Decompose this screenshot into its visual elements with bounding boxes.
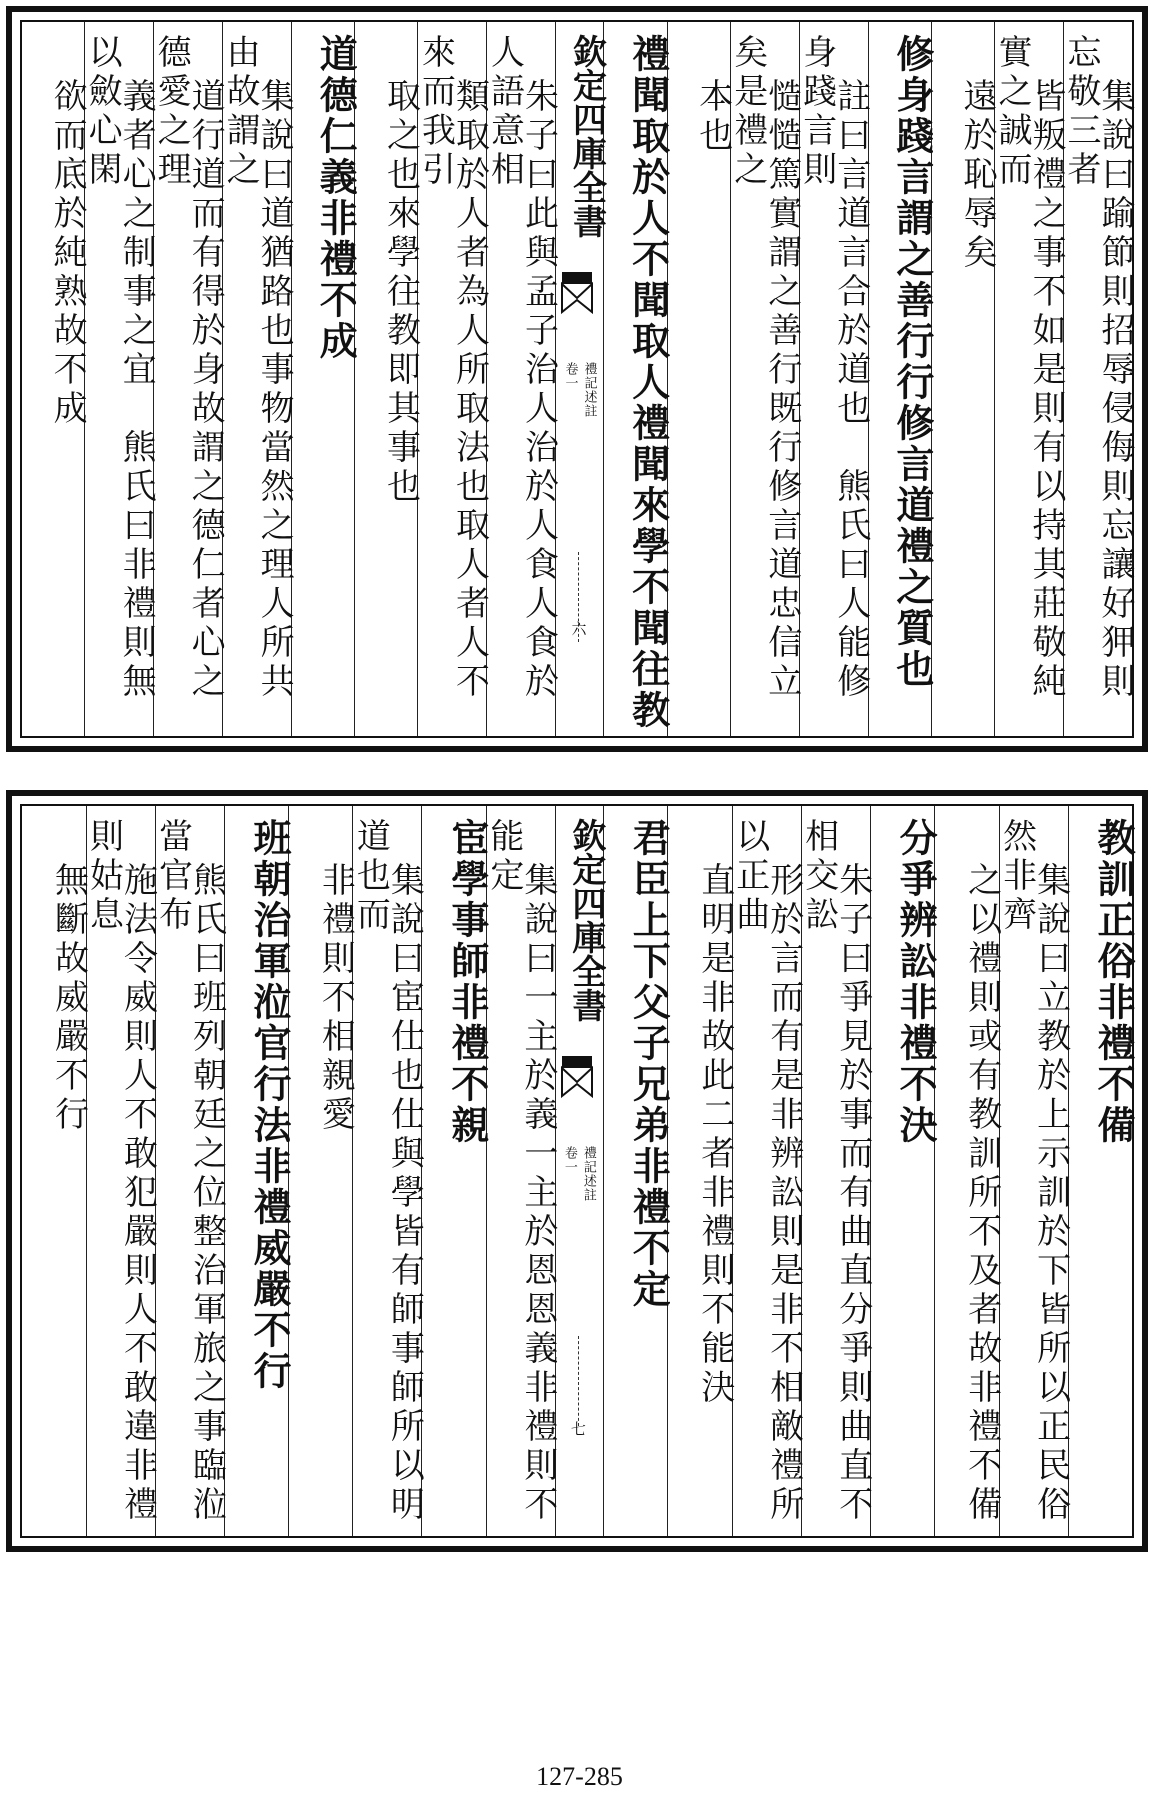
- commentary-column: [484, 22, 559, 736]
- main-text-column: [224, 806, 292, 1536]
- commentary-column: [796, 22, 871, 736]
- commentary-column: [151, 22, 226, 736]
- commentary-column: [798, 806, 873, 1536]
- column-text: 直明是非故此二者非禮則不能決: [694, 862, 735, 1408]
- side-label: [560, 1146, 598, 1202]
- bottom-page-columns: [20, 804, 1134, 1538]
- book-title-header: 欽定四庫全書: [565, 818, 606, 1022]
- side-label-line: 卷一: [561, 1146, 577, 1174]
- center-divider-line: [578, 1336, 579, 1426]
- column-text: 欲而底於純熟故不成: [47, 78, 88, 429]
- column-text: 朱子曰爭見於事而有曲直分爭則曲直不相交訟: [798, 818, 873, 1525]
- main-text-column: [870, 806, 939, 1536]
- side-label-line: 卷一: [562, 362, 578, 390]
- column-text: 分爭辨訟非禮不決: [893, 818, 939, 1146]
- top-page: [6, 6, 1148, 752]
- fish-tail-mark-icon: [562, 1056, 592, 1096]
- commentary-column: [934, 806, 1002, 1536]
- top-page-columns: [20, 20, 1134, 738]
- column-text: 非禮則不相親愛: [315, 862, 356, 1135]
- fish-tail-mark-icon: [562, 272, 592, 312]
- page-center-header: [555, 22, 607, 736]
- column-text: 遠於恥辱矣: [957, 78, 997, 273]
- column-text: 教訓正俗非禮不備: [1091, 818, 1136, 1146]
- main-text-column: [868, 22, 935, 736]
- column-text: 集說曰一主於義一主於恩恩義非禮則不能定: [483, 818, 558, 1525]
- column-text: 集說曰踰節則招辱侵侮則忘讓好狎則忘敬三者: [1061, 34, 1135, 702]
- column-text: 君臣上下父子兄弟非禮不定: [626, 818, 672, 1310]
- column-text: 班朝治軍涖官行法非禮威嚴不行: [246, 818, 292, 1392]
- main-text-column: [291, 22, 359, 736]
- column-text: 集說曰立教於上示訓於下皆所以正民俗然非齊: [996, 818, 1071, 1525]
- commentary-column: [996, 806, 1071, 1536]
- column-text: 朱子曰此與孟子治人治於人食人食於人語意相: [484, 34, 559, 702]
- column-text: 取之也來學往教即其事也: [380, 78, 421, 507]
- commentary-column: [82, 22, 157, 736]
- main-text-column: [421, 806, 490, 1536]
- commentary-column: [483, 806, 558, 1536]
- column-text: 形於言而有是非辨訟則是非不相敵禮所以正曲: [729, 818, 804, 1525]
- commentary-column: [22, 22, 88, 736]
- commentary-column: [931, 22, 997, 736]
- commentary-column: [667, 22, 733, 736]
- commentary-column: [1061, 22, 1135, 736]
- leaf-number: 六: [569, 621, 588, 636]
- side-label-line: 禮記述註: [580, 1146, 596, 1202]
- column-text: 皆叛禮之事不如是則有以持其莊敬純實之誠而: [992, 34, 1066, 702]
- commentary-column: [288, 806, 356, 1536]
- column-text: 道德仁義非禮不成: [313, 34, 359, 362]
- side-label-line: 禮記述註: [581, 362, 597, 418]
- commentary-column: [83, 806, 158, 1536]
- commentary-column: [415, 22, 490, 736]
- book-title-header: 欽定四庫全書: [566, 34, 607, 238]
- column-text: 集說曰道猶路也事物當然之理人所共由故謂之: [220, 34, 295, 702]
- column-text: 修身踐言謂之善行行修言道禮之質也: [889, 34, 935, 690]
- commentary-column: [727, 22, 802, 736]
- commentary-column: [992, 22, 1066, 736]
- column-text: 道行道而有得於身故謂之德仁者心之德愛之理: [151, 34, 226, 702]
- bottom-page: [6, 790, 1148, 1552]
- commentary-column: [729, 806, 804, 1536]
- commentary-column: [152, 806, 227, 1536]
- column-text: 義者心之制事之宜 熊氏曰非禮則無以斂心閑: [82, 34, 157, 702]
- commentary-column: [22, 806, 89, 1536]
- column-text: 註曰言道言合於道也 熊氏曰人能修身踐言則: [796, 34, 871, 702]
- main-text-column: [603, 22, 671, 736]
- leaf-number: 七: [568, 1421, 587, 1436]
- commentary-column: [354, 22, 421, 736]
- page-footer-number: 127-285: [536, 1762, 623, 1791]
- column-text: 熊氏曰班列朝廷之位整治軍旅之事臨涖當官布: [152, 818, 227, 1525]
- page-center-header: [555, 806, 606, 1536]
- side-label: [560, 362, 598, 418]
- main-text-column: [603, 806, 672, 1536]
- column-text: 禮聞取於人不聞取人禮聞來學不聞往教: [625, 34, 671, 731]
- column-text: 類取於人者為人所取法也取人者人不來而我引: [415, 34, 490, 702]
- column-text: 之以禮則或有教訓所不及者故非禮不備: [961, 862, 1002, 1525]
- commentary-column: [350, 806, 425, 1536]
- main-text-column: [1068, 806, 1136, 1536]
- column-text: 慥慥篤實謂之善行既行修言道忠信立矣是禮之: [727, 34, 802, 702]
- column-text: 無斷故威嚴不行: [48, 862, 89, 1135]
- column-text: 集說曰宦仕也仕與學皆有師事師所以明道也而: [350, 818, 425, 1525]
- column-text: 施法令威則人不敢犯嚴則人不敢違非禮則姑息: [83, 818, 158, 1525]
- column-text: 本也: [692, 78, 733, 156]
- column-text: 宦學事師非禮不親: [444, 818, 490, 1146]
- commentary-column: [667, 806, 735, 1536]
- commentary-column: [220, 22, 295, 736]
